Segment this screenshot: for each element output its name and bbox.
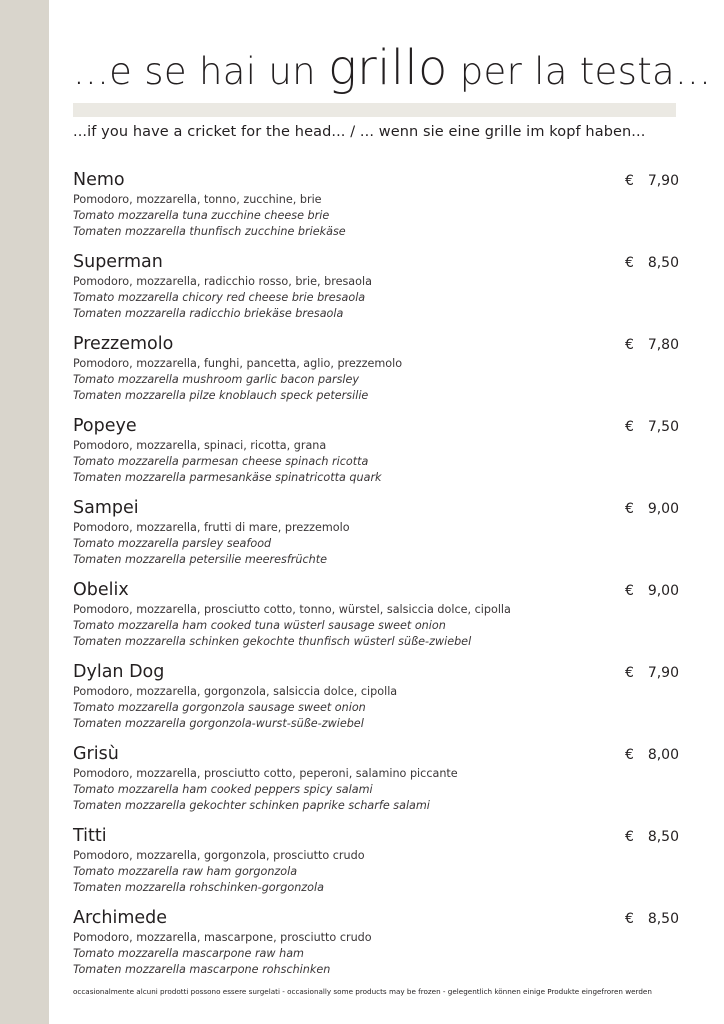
currency-symbol: € [625,337,634,353]
description-italian: Pomodoro, mozzarella, frutti di mare, prezzemolo [73,521,350,534]
item-description [73,356,402,403]
price-value: 9,00 [647,583,679,599]
currency-symbol: € [625,829,634,845]
description-english: Tomato mozzarella ham cooked peppers spicy salami [73,782,373,796]
description-italian: Pomodoro, mozzarella, funghi, pancetta, aglio, prezzemolo [73,357,403,370]
description-english: Tomato mozzarella ham cooked tuna wüsterl sausage sweet onion [73,618,446,632]
description-german: Tomaten mozzarella schinken gekochte thunfisch wüsterl süße-zwiebel [73,634,472,648]
menu-list [73,168,678,988]
description-italian: Pomodoro, mozzarella, tonno, zucchine, brie [73,193,322,206]
price-value: 8,50 [647,911,679,927]
description-english: Tomato mozzarella mascarpone raw ham [73,946,304,960]
item-name: Nemo [73,170,125,190]
title-part-big: grillo [327,40,448,96]
item-price [625,499,679,519]
item-name: Popeye [73,416,137,436]
item-price [625,581,679,601]
item-description [73,192,346,239]
menu-item [73,578,678,660]
menu-item [73,250,678,332]
description-german: Tomaten mozzarella rohschinken-gorgonzola [73,880,324,894]
description-german: Tomaten mozzarella mascarpone rohschinken [73,962,331,976]
price-value: 8,50 [647,829,679,845]
item-name: Prezzemolo [73,334,174,354]
item-description [73,684,397,731]
currency-symbol: € [625,173,634,189]
page-subtitle: ...if you have a cricket for the head... / ... wenn sie eine grille im kopf haben... [73,124,646,140]
menu-item [73,742,678,824]
description-german: Tomaten mozzarella petersilie meeresfrüchte [73,552,327,566]
description-german: Tomaten mozzarella gekochter schinken paprike scharfe salami [73,798,430,812]
currency-symbol: € [625,911,634,927]
item-price [625,335,679,355]
price-value: 7,80 [647,337,679,353]
title-part-before: ...e se hai un [73,50,328,93]
description-german: Tomaten mozzarella radicchio briekäse bresaola [73,306,344,320]
item-description [73,520,350,567]
description-italian: Pomodoro, mozzarella, gorgonzola, salsiccia dolce, cipolla [73,685,398,698]
price-value: 7,90 [647,173,679,189]
currency-symbol: € [625,665,634,681]
item-name: Obelix [73,580,129,600]
item-description [73,438,382,485]
price-value: 8,50 [647,255,679,271]
item-name: Superman [73,252,163,272]
description-english: Tomato mozzarella gorgonzola sausage sweet onion [73,700,366,714]
item-price [625,827,679,847]
description-italian: Pomodoro, mozzarella, prosciutto cotto, tonno, würstel, salsiccia dolce, cipolla [73,603,511,616]
description-german: Tomaten mozzarella gorgonzola-wurst-süße-zwiebel [73,716,364,730]
currency-symbol: € [625,255,634,271]
currency-symbol: € [625,583,634,599]
description-italian: Pomodoro, mozzarella, mascarpone, prosciutto crudo [73,931,372,944]
item-price [625,909,679,929]
menu-item [73,906,678,988]
item-description [73,848,365,895]
description-english: Tomato mozzarella parsley seafood [73,536,272,550]
item-description [73,602,511,649]
menu-item [73,332,678,414]
side-bar [0,0,49,1024]
price-value: 8,00 [647,747,679,763]
page-title [73,40,712,100]
menu-item [73,414,678,496]
item-price [625,253,679,273]
item-price [625,417,679,437]
description-german: Tomaten mozzarella parmesankäse spinatricotta quark [73,470,382,484]
title-rule [73,103,676,117]
price-value: 7,90 [647,665,679,681]
currency-symbol: € [625,747,634,763]
item-description [73,766,458,813]
description-italian: Pomodoro, mozzarella, spinaci, ricotta, grana [73,439,327,452]
description-english: Tomato mozzarella tuna zucchine cheese brie [73,208,330,222]
item-name: Sampei [73,498,139,518]
footnote: occasionalmente alcuni prodotti possono essere surgelati - occasionally some products may be frozen - gelegentlich können einige Produkte eingefroren werden [73,987,652,996]
menu-item [73,168,678,250]
description-english: Tomato mozzarella raw ham gorgonzola [73,864,298,878]
description-english: Tomato mozzarella chicory red cheese brie bresaola [73,290,366,304]
currency-symbol: € [625,419,634,435]
menu-item [73,824,678,906]
menu-item [73,660,678,742]
description-german: Tomaten mozzarella thunfisch zucchine briekäse [73,224,346,238]
price-value: 7,50 [647,419,679,435]
item-description [73,274,372,321]
description-italian: Pomodoro, mozzarella, gorgonzola, prosciutto crudo [73,849,365,862]
price-value: 9,00 [647,501,679,517]
item-price [625,663,679,683]
description-german: Tomaten mozzarella pilze knoblauch speck petersilie [73,388,369,402]
description-english: Tomato mozzarella parmesan cheese spinach ricotta [73,454,369,468]
currency-symbol: € [625,501,634,517]
item-name: Grisù [73,744,119,764]
menu-item [73,496,678,578]
item-description [73,930,372,977]
description-italian: Pomodoro, mozzarella, radicchio rosso, brie, bresaola [73,275,372,288]
item-name: Archimede [73,908,168,928]
title-part-after: per la testa... [447,50,712,93]
item-price [625,745,679,765]
description-english: Tomato mozzarella mushroom garlic bacon parsley [73,372,360,386]
item-name: Dylan Dog [73,662,165,682]
item-name: Titti [73,826,107,846]
item-price [625,171,679,191]
description-italian: Pomodoro, mozzarella, prosciutto cotto, peperoni, salamino piccante [73,767,458,780]
